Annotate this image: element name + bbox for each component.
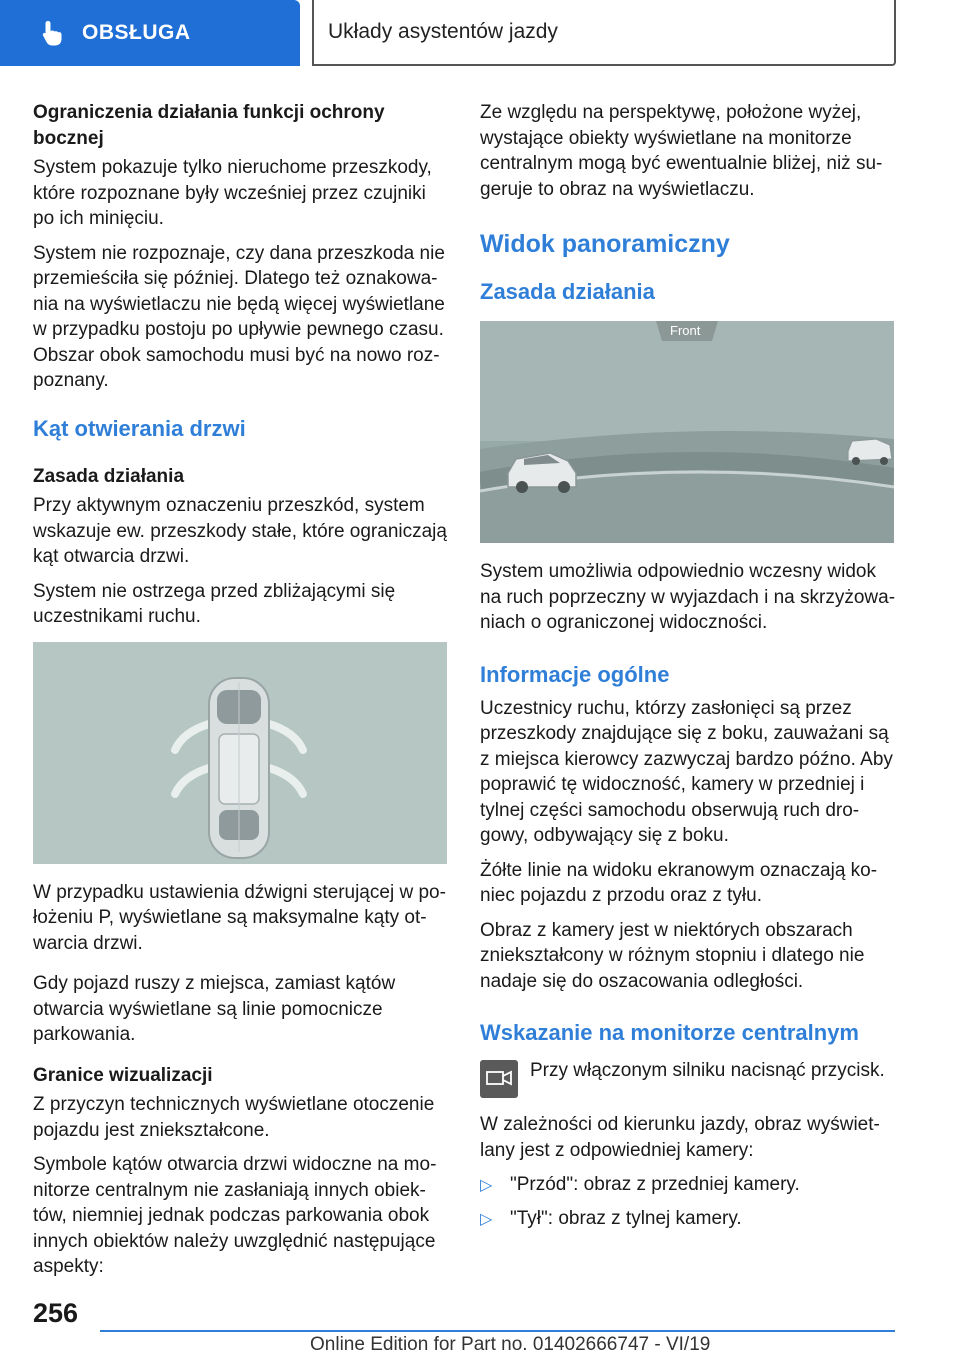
footer-divider: [100, 1330, 895, 1332]
chapter-title: Układy asystentów jazdy: [312, 0, 896, 66]
subheading-principle: Zasada działania: [33, 465, 185, 487]
panorama-view-illustration: [480, 321, 894, 543]
paragraph: Z przyczyn technicznych wyświetlane otoczenie pojazdu jest zniekształcone.: [33, 1094, 435, 1141]
paragraph: System umożliwia odpowiednio wczesny widok na ruch poprzeczny w wyjazdach i na skrzyżowaniach o ograniczonej widoczności.: [480, 561, 896, 633]
paragraph: Obraz z kamery jest w niektórych obszarach zniekształcony w różnym stopniu i dlatego nie nadaje się do oszacowania odległości.: [480, 919, 865, 992]
camera-button-icon: [480, 1060, 518, 1098]
subheading-visualization-limits: Granice wizualizacji: [33, 1064, 213, 1086]
subsection-title-principle: Zasada działania: [480, 279, 655, 304]
paragraph: W przypadku ustawienia dźwigni sterującej w położeniu P, wyświetlane są maksymalne kąty otwarcia drzwi.: [33, 881, 446, 954]
paragraph: System pokazuje tylko nieruchome przeszkody, które rozpoznane były wcześniej przez czujniki po ich minięciu.: [33, 157, 432, 229]
paragraph: Uczestnicy ruchu, którzy zasłonięci są przez przeszkody znajdujące się z boku, zauważani są z miejsca kierowcy zazwyczaj bardzo późno. Aby poprawić tę widoczność, kamery w przedniej i tylnej części samochodu obserwują ruch drogowy, odbywający się z boku.: [480, 697, 893, 846]
page-footer: [0, 1290, 960, 1362]
paragraph: System nie ostrzega przed zbliżającymi się uczestnikami ruchu.: [33, 580, 396, 627]
hand-pointer-icon: [38, 18, 68, 48]
right-column: [480, 100, 898, 1240]
list-item: [480, 1172, 898, 1198]
left-column: [33, 100, 451, 1289]
paragraph: Gdy pojazd ruszy z miejsca, zamiast kątów otwarcia wyświetlane są linie pomocnicze parkowania.: [33, 973, 396, 1045]
page-number: 256: [33, 1298, 79, 1328]
paragraph: Przy aktywnym oznaczeniu przeszkód, system wskazuje ew. przeszkody stałe, które ograniczają kąt otwarcia drzwi.: [33, 495, 447, 567]
section-title-door-angle: Kąt otwierania drzwi: [33, 415, 246, 441]
paragraph: Ze względu na perspektywę, położone wyżej, wystające obiekty wyświetlane na monitorze centralnym mogą być ewentualnie bliżej, niż sugeruje to obraz na wyświetlaczu.: [480, 102, 883, 200]
door-angle-illustration: [33, 642, 447, 864]
section-title-panorama: Widok panoramiczny: [480, 230, 730, 258]
paragraph: W zależności od kierunku jazdy, obraz wyświetlany jest z odpowiedniej kamery:: [480, 1114, 880, 1161]
subsection-title-general-info: Informacje ogólne: [480, 661, 670, 687]
paragraph: Symbole kątów otwarcia drzwi widoczne na monitorze centralnym nie zasłaniają innych obiektów, niemniej jednak podczas parkowania obok innych obiektów należy uwzględnić następujące aspekty:: [33, 1154, 437, 1277]
button-instruction-text: Przy włączonym silniku nacisnąć przycisk.: [530, 1060, 885, 1081]
car-top-view-image: [33, 642, 447, 864]
front-label: Front: [670, 323, 701, 338]
list-marker-icon: ▷: [480, 1211, 493, 1228]
paragraph: System nie rozpoznaje, czy dana przeszkoda nie przemieściła się później. Dlatego też oznakowania na wyświetlaczu nie będą więcej wyświetlane w przypadku postoju po upływie pewnego czasu. Obszar obok samochodu musi być na nowo rozpoznany.: [33, 242, 445, 391]
list-marker-icon: ▷: [480, 1177, 493, 1194]
section-label: OBSŁUGA: [82, 21, 191, 44]
subsection-title-central-monitor: Wskazanie na monitorze centralnym: [480, 1020, 859, 1045]
button-instruction: [480, 1058, 898, 1098]
list-item-text: "Tył": obraz z tylnej kamery.: [510, 1208, 742, 1229]
panorama-camera-image: [480, 321, 894, 543]
heading-side-protection-limits: Ograniczenia działania funkcji ochrony bocznej: [33, 102, 385, 149]
list-item-text: "Przód": obraz z przedniej kamery.: [510, 1174, 800, 1195]
edition-text: Online Edition for Part no. 01402666747 - VI/19: [310, 1334, 711, 1355]
list-item: [480, 1206, 898, 1232]
paragraph: Żółte linie na widoku ekranowym oznaczają koniec pojazdu z przodu oraz z tyłu.: [480, 859, 878, 906]
section-tab: [0, 0, 300, 66]
